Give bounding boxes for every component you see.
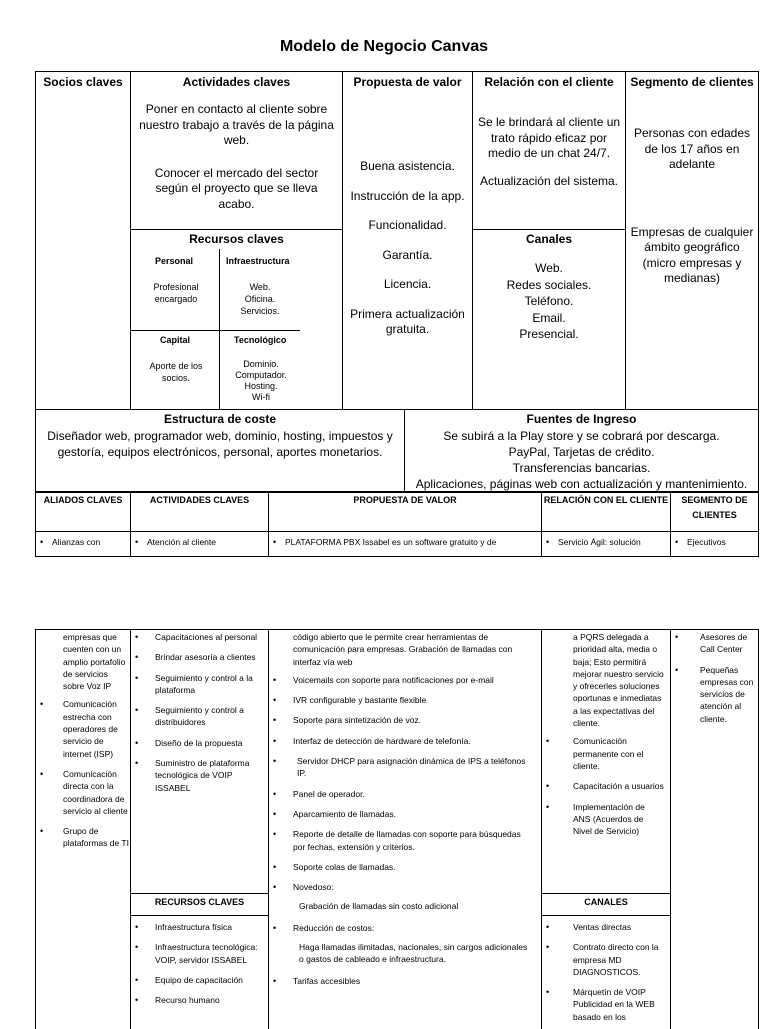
recursos-tecnologico-list <box>226 359 296 403</box>
fuentes-ingreso-cell <box>404 409 759 492</box>
table-header-label: PROPUESTA DE VALOR <box>353 495 457 505</box>
recursos-infraestructura-list <box>226 281 294 317</box>
list-item: • Ventas directas <box>542 921 664 933</box>
list-item: • Interfaz de detección de hardware de telefonía. <box>269 735 533 747</box>
propuesta-item: Funcionalidad. <box>368 218 447 232</box>
infraestructura-line: Servicios. <box>240 306 280 316</box>
list-item: • Alianzas con <box>36 536 130 548</box>
recursos-tecnologico-label: Tecnológico <box>234 335 287 345</box>
table-header-label: ALIADOS CLAVES <box>43 495 123 505</box>
tecnologico-line: Computador. <box>235 370 287 380</box>
recursos-claves-table-header: RECURSOS CLAVES <box>154 897 245 907</box>
propuesta-item: Primera actualización gratuita. <box>350 306 465 336</box>
table-header-aliados <box>35 492 131 532</box>
list-item: • Atención al cliente <box>131 536 268 548</box>
list-item: • IVR configurable y bastante flexible <box>269 694 533 706</box>
list-item: • Voicemails con soporte para notificaciones por e-mail <box>269 674 533 686</box>
list-item: • Soporte para sintetización de voz. <box>269 714 533 726</box>
tecnologico-line: Wi-fi <box>252 392 270 402</box>
segmento-clientes-cell <box>625 71 759 410</box>
list-item: • Panel de operador. <box>269 788 533 800</box>
list-item: • Aparcamiento de llamadas. <box>269 808 533 820</box>
list-item: • Diseño de la propuesta <box>131 737 264 749</box>
relacion-text-2: Actualización del sistema. <box>479 173 619 188</box>
list-item: • Comunicación estrecha con operadores de servicio de internet (ISP) <box>36 698 130 759</box>
list-item: • Suministro de plataforma tecnológica de VOIP ISSABEL <box>131 757 264 794</box>
list-item: • Soporte colas de llamadas. <box>269 861 533 873</box>
propuesta-valor-list <box>343 159 472 338</box>
table-cell-actividades <box>130 531 269 557</box>
table-header-relacion <box>541 492 671 532</box>
list-item: • Capacitación a usuarios <box>542 780 664 792</box>
relacion-continuation: a PQRS delegada a prioridad alta, media o baja; Esto permitirá mejorar nuestro servicio y ofrecerles soluciones oportunas e inmediatas a las expectativas del cliente. <box>573 632 664 729</box>
estructura-coste-header: Estructura de coste <box>163 412 277 426</box>
list-item: • PLATAFORMA PBX Issabel es un software gratuito y de <box>269 536 541 548</box>
table-cell-propuesta <box>268 531 542 557</box>
canales-header: Canales <box>525 232 573 246</box>
cont-cell-canales-header <box>541 893 671 916</box>
infraestructura-line: Web. <box>249 282 271 292</box>
ingreso-line: Se subirá a la Play store y se cobrará por descarga. <box>443 429 720 443</box>
list-item: • Seguimiento y control a la plataforma <box>131 672 264 697</box>
propuesta-item: Buena asistencia. <box>360 159 455 173</box>
canales-table-header: CANALES <box>584 897 628 907</box>
tecnologico-line: Dominio. <box>243 359 279 369</box>
actividades-text-1: Poner en contacto al cliente sobre nuestro trabajo a través de la página web. <box>139 102 334 147</box>
socios-claves-header: Socios claves <box>43 75 123 89</box>
cont-cell-actividades <box>130 629 269 894</box>
propuesta-valor-cell <box>342 71 473 410</box>
actividades-claves-header: Actividades claves <box>182 75 291 89</box>
canales-line: Web. <box>535 261 563 275</box>
propuesta-item: Garantía. <box>382 247 433 262</box>
cont-cell-relacion <box>541 629 671 894</box>
recursos-capital-label: Capital <box>160 335 191 345</box>
table-header-label: ACTIVIDADES CLAVES <box>149 495 250 505</box>
table-header-actividades <box>130 492 269 532</box>
page-title: Modelo de Negocio Canvas <box>279 38 489 55</box>
list-item: • Brindar asesoría a clientes <box>131 651 264 663</box>
canales-line: Redes sociales. <box>506 277 592 292</box>
infraestructura-line: Oficina. <box>244 294 276 304</box>
cont-cell-canales <box>541 915 671 1029</box>
segmento-clientes-header: Segmento de clientes <box>630 75 754 89</box>
cont-cell-recursos <box>130 915 269 1029</box>
list-item: • Recurso humano <box>131 994 264 1006</box>
list-item: • Pequeñas empresas con servicios de atención al cliente. <box>671 664 754 725</box>
fuentes-ingreso-list <box>405 428 758 492</box>
table-header-label: RELACIÓN CON EL CLIENTE <box>543 495 669 505</box>
list-item: • Ejecutivos <box>671 536 758 548</box>
cont-cell-propuesta <box>268 629 542 1029</box>
fuentes-ingreso-header: Fuentes de Ingreso <box>526 412 637 426</box>
list-item: • Asesores de Call Center <box>671 631 754 656</box>
propuesta-item: Licencia. <box>383 277 432 291</box>
recursos-personal-label: Personal <box>155 256 194 266</box>
list-item: • Seguimiento y control a distribuidores <box>131 704 264 729</box>
list-item: • Reporte de detalle de llamadas con soporte para búsquedas por fechas, extensión y criterios. <box>269 828 533 853</box>
table-header-segmento <box>670 492 759 532</box>
canales-list <box>473 260 625 343</box>
estructura-coste-text: Diseñador web, programador web, dominio, hosting, impuestos y gestoría, equipos electrónicos, personal, aportes monetarios. <box>47 429 393 459</box>
table-header-propuesta <box>268 492 542 532</box>
actividades-claves-cell <box>130 71 343 230</box>
cont-cell-recursos-header <box>130 893 269 916</box>
list-item: • Comunicación directa con la coordinadora de servicio al cliente <box>36 768 130 817</box>
list-item: • Comunicación permanente con el cliente. <box>542 735 664 772</box>
table-cell-segmento <box>670 531 759 557</box>
table-cell-relacion <box>541 531 671 557</box>
list-item: • Novedoso: <box>269 881 533 893</box>
list-item: • Contrato directo con la empresa MD DIAGNOSTICOS. <box>542 941 664 978</box>
canales-line: Teléfono. <box>524 294 574 308</box>
segmento-text-1: Personas con edades de los 17 años en adelante <box>633 126 751 171</box>
reduccion-text: Haga llamadas ilimitadas, nacionales, sin cargos adicionales o gastos de cableado e infraestructura. <box>299 942 528 965</box>
ingreso-line: PayPal, Tarjetas de crédito. <box>508 445 655 459</box>
table-header-label: SEGMENTO DE CLIENTES <box>681 495 748 520</box>
canales-cell <box>472 229 626 410</box>
list-item: • Infraestructura tecnológica: VOIP, servidor ISSABEL <box>131 941 264 966</box>
list-item: • Equipo de capacitación <box>131 974 264 986</box>
cont-cell-segmento <box>670 629 759 1029</box>
list-item: • Grupo de plataformas de TI <box>36 825 130 850</box>
propuesta-valor-header: Propuesta de valor <box>353 75 462 89</box>
estructura-coste-cell <box>35 409 405 492</box>
list-item: • Márquetín de VOIP Publicidad en la WEB basado en los <box>542 986 664 1023</box>
cont-cell-aliados <box>35 629 131 1029</box>
relacion-cliente-cell <box>472 71 626 230</box>
list-item: • Implementación de ANS (Acuerdos de Nivel de Servicio) <box>542 801 664 838</box>
canales-line: Email. <box>532 310 566 325</box>
actividades-text-2: Conocer el mercado del sector según el proyecto que se lleva acabo. <box>154 165 319 211</box>
list-item: • Reducción de costos: <box>269 922 533 934</box>
canales-line: Presencial. <box>519 327 579 341</box>
relacion-cliente-header: Relación con el cliente <box>484 75 614 89</box>
recursos-infraestructura-label: Infraestructura <box>226 256 290 266</box>
table-cell-aliados <box>35 531 131 557</box>
ingreso-line: Aplicaciones, páginas web con actualización y mantenimiento. <box>415 477 748 491</box>
segmento-text-2: Empresas de cualquier ámbito geográfico (micro empresas y medianas) <box>630 224 754 285</box>
socios-claves-cell <box>35 71 131 410</box>
recursos-claves-header: Recursos claves <box>189 232 284 246</box>
tecnologico-line: Hosting. <box>244 381 278 391</box>
list-item: • Infraestructura física <box>131 921 264 933</box>
list-item: • Capacitaciones al personal <box>131 631 264 643</box>
recursos-capital-text: Aporte de los socios. <box>149 361 203 383</box>
recursos-personal-text: Profesional encargado <box>153 282 199 304</box>
list-item: • Tarifas accesibles <box>269 975 541 987</box>
ingreso-line: Transferencias bancarias. <box>512 461 651 475</box>
propuesta-continuation: código abierto que le permite crear herramientas de comunicación para empresas. Grabación de llamadas con interfaz vía web <box>293 632 513 667</box>
novedoso-text: Grabación de llamadas sin costo adicional <box>299 901 459 912</box>
list-item: • Servidor DHCP para asignación dinámica de IPS a teléfonos IP. <box>269 755 533 780</box>
relacion-text-1: Se le brindará al cliente un trato rápido eficaz por medio de un chat 24/7. <box>477 115 621 160</box>
list-item: • Servicio Ágil: solución <box>542 536 670 548</box>
aliados-continuation: empresas que cuenten con un amplio portafolio de servicios sobre Voz IP <box>63 632 126 692</box>
propuesta-item: Instrucción de la app. <box>350 188 465 203</box>
recursos-horizontal-divider <box>130 330 300 331</box>
